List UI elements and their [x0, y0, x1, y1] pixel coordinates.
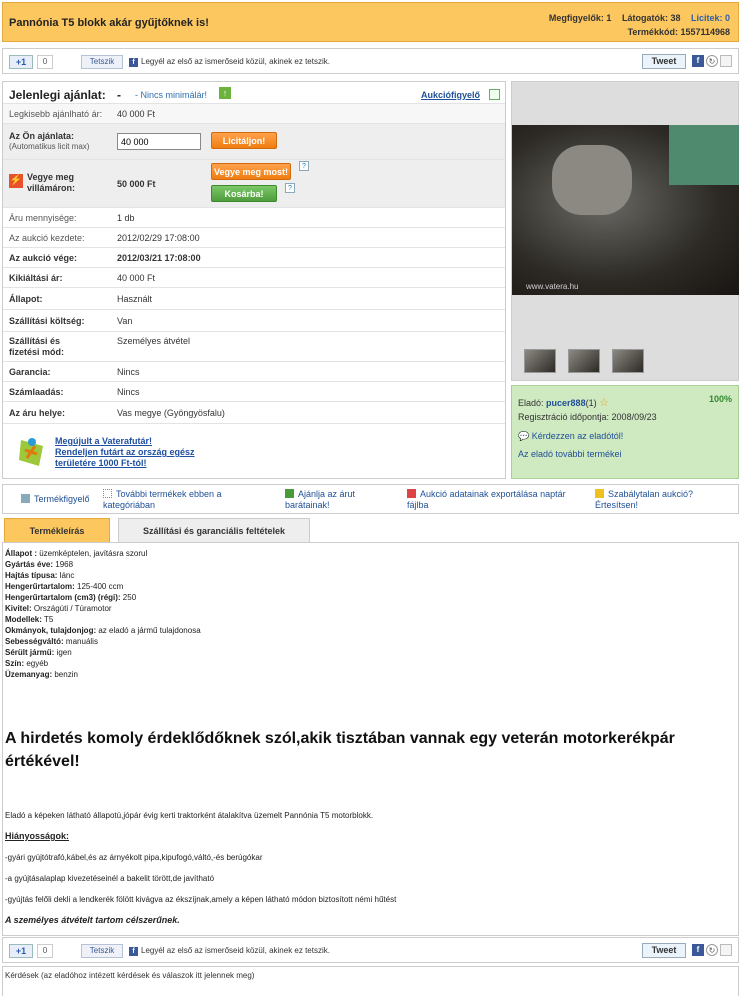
- photo-watermark: www.vatera.hu: [526, 282, 579, 291]
- tweet-button[interactable]: Tweet: [642, 54, 686, 69]
- google-plus-button[interactable]: +1: [9, 944, 33, 958]
- facebook-share-icon[interactable]: f: [692, 55, 704, 67]
- add-to-cart-button[interactable]: Kosárba!: [211, 185, 277, 202]
- detail-row: [3, 332, 505, 362]
- auction-panel: [2, 81, 506, 479]
- detail-label: Állapot:: [9, 294, 43, 304]
- tab-description[interactable]: Termékleírás: [4, 518, 110, 542]
- spec-line: Modellek: T5: [5, 615, 54, 624]
- spec-line: Hajtás típusa: lánc: [5, 571, 75, 580]
- detail-value: 2012/03/21 17:08:00: [117, 253, 201, 263]
- detail-row: [3, 228, 505, 248]
- auction-header: [2, 2, 739, 42]
- detail-value: 2012/02/29 17:08:00: [117, 233, 200, 243]
- detail-row: [3, 310, 505, 332]
- watchers-count: Megfigyelők: 1: [548, 13, 612, 23]
- product-code: Termékkód: 1557114968: [627, 27, 730, 37]
- spec-line: Okmányok, tulajdonjog: az eladó a jármű tulajdonosa: [5, 626, 201, 635]
- google-plus-count: 0: [37, 944, 53, 958]
- google-plus-count: 0: [37, 55, 53, 69]
- photo-thumbnail[interactable]: [568, 349, 600, 373]
- tweet-button[interactable]: Tweet: [642, 943, 686, 958]
- tag-icon: [21, 494, 30, 503]
- seller-box: [511, 385, 739, 479]
- detail-row: [3, 288, 505, 310]
- bid-button[interactable]: Licitáljon!: [211, 132, 277, 149]
- buynow-price: 50 000 Ft: [117, 179, 156, 189]
- product-photo-panel: [511, 81, 739, 381]
- print-icon[interactable]: [720, 55, 732, 67]
- ask-seller-link[interactable]: 💬 Kérdezzen az eladótól!: [518, 431, 624, 441]
- description-panel: [2, 542, 739, 936]
- photo-thumbnail[interactable]: [524, 349, 556, 373]
- detail-value: Nincs: [117, 387, 140, 397]
- description-intro: Eladó a képeken látható állapotú,jópár évig kerti traktorként átalakítva üzemelt Pannónia T5 motorblokk.: [5, 811, 374, 820]
- detail-row: [3, 402, 505, 424]
- lowest-offer-label: Legkisebb ajánlható ár:: [9, 109, 103, 119]
- lowest-offer-row: [3, 104, 505, 124]
- detail-label: Szállítási költség:: [9, 316, 85, 326]
- spec-line: Állapot : üzemképtelen, javításra szorul: [5, 549, 148, 558]
- photo-thumbnail[interactable]: [612, 349, 644, 373]
- refresh-icon[interactable]: ↻: [706, 944, 718, 956]
- facebook-icon: f: [129, 947, 138, 956]
- lightning-icon: ⚡: [9, 175, 23, 186]
- spec-line: Gyártás éve: 1968: [5, 560, 74, 569]
- missing-title: Hiányosságok:: [5, 831, 70, 841]
- recommend-icon: [285, 489, 294, 498]
- star-icon: ☆: [599, 397, 609, 409]
- tab-shipping[interactable]: Szállítási és garanciális feltételek: [118, 518, 310, 542]
- google-plus-button[interactable]: +1: [9, 55, 33, 69]
- seller-rating: (1): [585, 398, 597, 408]
- spec-line: Sebességváltó: manuális: [5, 637, 98, 646]
- no-minimum-note: - Nincs minimálár!: [135, 90, 208, 100]
- buy-now-button[interactable]: Vegye meg most!: [211, 163, 291, 180]
- questions-text: Kérdések (az eladóhoz intézett kérdések és válaszok itt jelennek meg): [5, 971, 255, 980]
- detail-value: Vas megye (Gyöngyösfalu): [117, 408, 225, 418]
- speech-bubble-icon: 💬: [518, 431, 530, 441]
- facebook-like-button[interactable]: Tetszik: [81, 944, 123, 958]
- warning-icon: [595, 489, 604, 498]
- detail-value: Személyes átvétel: [117, 336, 191, 346]
- watch-add-icon[interactable]: [489, 89, 500, 100]
- detail-row: [3, 362, 505, 382]
- seller-positive-percent: 100%: [708, 394, 732, 404]
- detail-label: Kikiáltási ár:: [9, 273, 63, 283]
- missing-item: -gyári gyújtótrafó,kábel,és az árnyékolt pipa,kipufogó,váltó,-és berúgókar: [5, 853, 263, 862]
- courier-promo-link[interactable]: Megújult a Vaterafutár! Rendeljen futárt az ország egész területére 1000 Ft-tól!: [55, 436, 195, 468]
- your-offer-sublabel: (Automatikus licit max): [9, 142, 90, 151]
- help-icon[interactable]: ?: [285, 183, 295, 193]
- spec-line: Hengerűrtartalom (cm3) (régi): 250: [5, 593, 137, 602]
- social-bar-bottom: [2, 937, 739, 963]
- more-in-category-link[interactable]: További termékek ebben a kategóriában: [103, 489, 222, 510]
- print-icon[interactable]: [720, 944, 732, 956]
- report-auction-link[interactable]: Szabálytalan aukció? Értesítsen!: [595, 489, 694, 510]
- detail-row: [3, 382, 505, 402]
- social-bar-top: [2, 48, 739, 74]
- missing-item: -a gyújtásalaplap kivezetéseinél a bakelit törött,de javítható: [5, 874, 215, 883]
- detail-value: 40 000 Ft: [117, 273, 156, 283]
- seller-name-link[interactable]: pucer888: [546, 398, 586, 408]
- auction-stats: [541, 11, 730, 39]
- spec-line: Kivitel: Országúti / Túramotor: [5, 604, 112, 613]
- detail-label: Az aukció kezdete:: [9, 233, 85, 243]
- facebook-like-button[interactable]: Tetszik: [81, 55, 123, 69]
- your-offer-label: Az Ön ajánlata:: [9, 131, 75, 141]
- current-offer-value: -: [117, 88, 121, 102]
- seller-other-items-link[interactable]: Az eladó további termékei: [518, 449, 622, 459]
- courier-map-icon: [17, 436, 47, 470]
- offer-input[interactable]: [117, 133, 201, 150]
- seller-registered: Regisztráció időpontja: 2008/09/23: [518, 412, 657, 422]
- current-offer-row: [3, 82, 505, 104]
- lowest-offer-value: 40 000 Ft: [117, 109, 156, 119]
- detail-label: Szállítási és fizetési mód:: [9, 336, 65, 357]
- facebook-like-text: f Legyél az első az ismerőseid közül, akinek ez tetszik.: [129, 57, 330, 67]
- detail-value: Nincs: [117, 367, 140, 377]
- spec-line: Sérült jármű: igen: [5, 648, 72, 657]
- bidders-link[interactable]: Licitek: 0: [690, 13, 730, 23]
- facebook-like-text: f Legyél az első az ismerőseid közül, akinek ez tetszik.: [129, 946, 330, 956]
- spec-line: Hengerűrtartalom: 125-400 ccm: [5, 582, 124, 591]
- description-headline: A hirdetés komoly érdeklődőknek szól,akik tisztában vannak egy veterán motorkerékpár értékével!: [5, 730, 675, 770]
- visitors-count: Látogatók: 38: [621, 13, 681, 23]
- seller-line: Eladó: pucer888(1) ☆: [518, 397, 609, 409]
- buynow-label: Vegye meg villámáron:: [27, 172, 76, 193]
- detail-row: [3, 268, 505, 288]
- auction-watch-link[interactable]: Aukciófigyelő: [421, 90, 481, 100]
- page-title: Pannónia T5 blokk akár gyűjtőknek is!: [9, 17, 209, 29]
- watch-product-link[interactable]: Termékfigyelő: [21, 494, 90, 505]
- detail-label: Garancia:: [9, 367, 51, 377]
- spec-line: Üzemanyag: benzin: [5, 670, 78, 679]
- spec-line: Szín: egyéb: [5, 659, 49, 668]
- detail-value: Használt: [117, 294, 153, 304]
- help-icon[interactable]: ?: [299, 161, 309, 171]
- export-calendar-link[interactable]: Aukció adatainak exportálása naptár fájlba: [407, 489, 566, 510]
- recommend-link[interactable]: Ajánlja az árut barátainak!: [285, 489, 356, 510]
- closing-note: A személyes átvételt tartom célszerűnek.: [5, 915, 180, 925]
- facebook-icon: f: [129, 58, 138, 67]
- grid-icon: [103, 489, 112, 498]
- arrow-up-icon: ↑: [219, 87, 231, 99]
- detail-value: 1 db: [117, 213, 135, 223]
- detail-label: Az aukció vége:: [9, 253, 78, 263]
- action-bar: [2, 484, 739, 514]
- detail-row: [3, 248, 505, 268]
- product-main-image[interactable]: [512, 125, 739, 295]
- detail-value: Van: [117, 316, 133, 326]
- detail-row: [3, 208, 505, 228]
- questions-section: [2, 966, 739, 996]
- current-offer-label: Jelenlegi ajánlat:: [9, 88, 106, 102]
- detail-label: Számlaadás:: [9, 387, 64, 397]
- facebook-share-icon[interactable]: f: [692, 944, 704, 956]
- calendar-icon: [407, 489, 416, 498]
- missing-item: -gyújtás felőli dekli a lendkerék fölött kivágva az ékszíjnak,amely a képen látható módon biztosított némi hűtést: [5, 895, 397, 904]
- refresh-icon[interactable]: ↻: [706, 55, 718, 67]
- detail-label: Áru mennyisége:: [9, 213, 77, 223]
- detail-label: Az áru helye:: [9, 408, 66, 418]
